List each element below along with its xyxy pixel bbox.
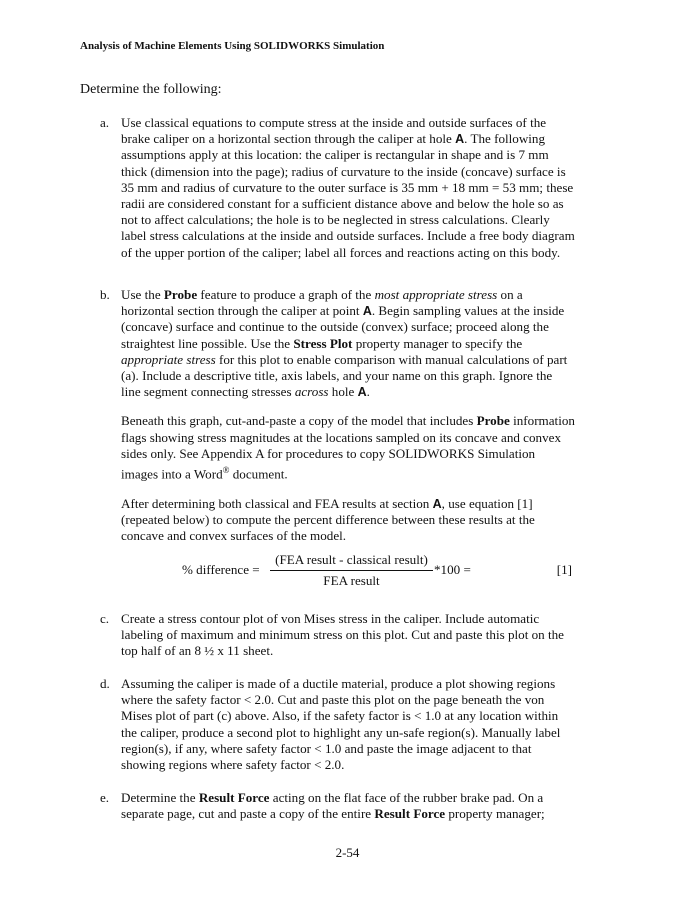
item-letter: b. — [100, 287, 110, 302]
item-letter: c. — [100, 611, 110, 626]
intro-text: Determine the following: — [80, 82, 222, 97]
equation-lhs: % difference = — [182, 562, 260, 577]
item-letter: e. — [100, 790, 110, 805]
item-a-paragraph: Use classical equations to compute stress at the inside and outside surfaces of the brake caliper on a horizontal section through the caliper at hole A. The following assumptions apply at this location: the caliper is rectangular in shape and is 7 mm thick (dimension into the page); radius of curvature to the inside (concave) surface is 35 mm and radius of curvature to the outer surface is 35 mm + 18 mm = 53 mm; these radii are considered constant for a sufficient distance above and below the hole so as not to affect calculations; the hole is to be neglected in stress calculations. Clearly label stress calculations at the inside and outside surfaces. Include a free body diagram of the upper portion of the caliper; label all forces and reactions acting on this body. — [121, 115, 575, 260]
item-d-paragraph: Assuming the caliper is made of a ductile material, produce a plot showing regions where the safety factor < 2.0. Cut and paste this plot on the page beneath the von Mises plot of part (c) above. Also, if the safety factor is < 1.0 at any location within the caliper, produce a second plot to highlight any un-safe region(s). Manually label region(s), if any, where safety factor < 1.0 and paste the image adjacent to that showing regions where safety factor < 2.0. — [121, 676, 561, 773]
item-c-paragraph: Create a stress contour plot of von Mises stress in the caliper. Include automatic labeling of maximum and minimum stress on this plot. Cut and paste this plot on the top half of an 8 ½ x 11 sheet. — [121, 611, 564, 659]
running-header: Analysis of Machine Elements Using SOLIDWORKS Simulation — [80, 40, 385, 52]
equation-number: [1] — [556, 562, 572, 577]
item-letter: a. — [100, 115, 110, 130]
equation-fraction — [270, 552, 433, 589]
list-item-b — [100, 287, 575, 544]
list-item-d — [100, 676, 575, 773]
equation-numerator: (FEA result - classical result) — [275, 552, 428, 567]
page-number: 2-54 — [335, 845, 360, 860]
item-letter: d. — [100, 676, 110, 691]
item-e-paragraph: Determine the Result Force acting on the flat face of the rubber brake pad. On a separate page, cut and paste a copy of the entire Result Force property manager; — [121, 790, 545, 822]
list-item-a — [100, 115, 575, 261]
percent-difference-equation — [182, 552, 572, 592]
equation-denominator: FEA result — [323, 573, 380, 588]
item-b-paragraph-3: After determining both classical and FEA results at section A, use equation [1] (repeated below) to compute the percent difference between these results at the concave and convex surfaces of the model. — [121, 495, 535, 543]
equation-tail: *100 = — [434, 562, 471, 577]
list-item-c — [100, 611, 575, 660]
list-item-e — [100, 790, 575, 822]
item-b-paragraph-2: Beneath this graph, cut-and-paste a copy of the model that includes Probe information flags showing stress magnitudes at the locations sampled on its concave and convex sides only. See Appendix A for procedures to copy SOLIDWORKS Simulation images into a Word® document. — [121, 413, 575, 482]
item-b-paragraph-1: Use the Probe feature to produce a graph of the most appropriate stress on a horizontal section through the caliper at point A. Begin sampling values at the inside (concave) surface and continue to the outside (convex) surface; proceed along the straightest line possible. Use the Stress Plot property manager to specify the appropriate stress for this plot to enable comparison with manual calculations of part (a). Include a descriptive title, axis labels, and your name on this graph. Ignore the line segment connecting stresses across hole A. — [121, 287, 568, 400]
